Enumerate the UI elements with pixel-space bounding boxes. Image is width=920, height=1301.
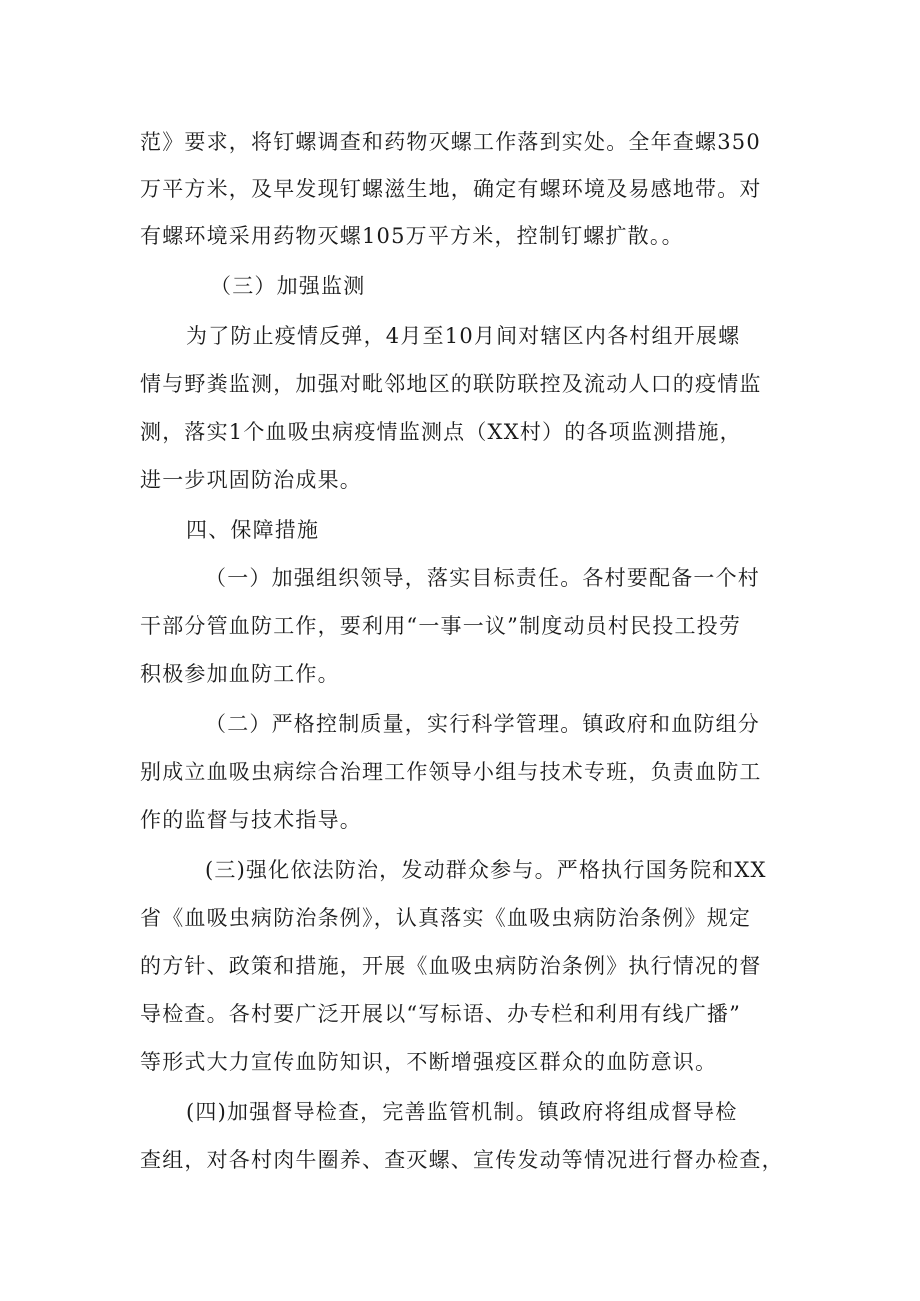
section-heading: （三）加强监测 xyxy=(210,274,366,298)
body-text-line: 查组，对各村肉牛圈养、查灭螺、宣传发动等情况进行督办检查， xyxy=(140,1148,784,1172)
paragraph-first-line: (四)加强督导检查，完善监管机制。镇政府将组成督导检 xyxy=(186,1100,738,1124)
body-text-line: 有螺环境采用药物灭螺105万平方米，控制钉螺扩散。。 xyxy=(140,224,684,248)
body-text-line: 范》要求，将钉螺调查和药物灭螺工作落到实处。全年查螺350 xyxy=(140,130,761,154)
body-text-line: 省《血吸虫病防治条例》，认真落实《血吸虫病防治条例》规定 xyxy=(140,906,752,930)
paragraph-first-line: （一）加强组织领导，落实目标责任。各村要配备一个村 xyxy=(205,566,760,590)
body-text-line: 等形式大力宣传血防知识，不断增强疫区群众的血防意识。 xyxy=(140,1050,718,1074)
body-text-line: 万平方米，及早发现钉螺滋生地，确定有螺环境及易感地带。对 xyxy=(140,177,762,201)
body-text-line: 情与野粪监测，加强对毗邻地区的联防联控及流动人口的疫情监 xyxy=(140,372,762,396)
body-text-line: 作的监督与技术指导。 xyxy=(140,808,362,832)
body-text-line: 积极参加血防工作。 xyxy=(140,662,340,686)
paragraph-first-line: (三)强化依法防治，发动群众参与。严格执行国务院和XX xyxy=(205,858,767,882)
body-text-line: 进一步巩固防治成果。 xyxy=(140,468,362,492)
body-text-line: 干部分管血防工作，要利用“一事一议”制度动员村民投工投劳 xyxy=(140,614,742,638)
section-heading: 四、保障措施 xyxy=(186,518,320,542)
body-text-line: 导检查。各村要广泛开展以“写标语、办专栏和利用有线广播” xyxy=(140,1002,742,1026)
body-text-line: 别成立血吸虫病综合治理工作领导小组与技术专班，负责血防工 xyxy=(140,760,762,784)
paragraph-first-line: （二）严格控制质量，实行科学管理。镇政府和血防组分 xyxy=(205,712,760,736)
paragraph-first-line: 为了防止疫情反弹，4月至10月间对辖区内各村组开展螺 xyxy=(186,324,741,348)
body-text-line: 的方针、政策和措施，开展《血吸虫病防治条例》执行情况的督 xyxy=(140,954,762,978)
body-text-line: 测，落实1个血吸虫病疫情监测点（XX村）的各项监测措施， xyxy=(140,420,742,444)
